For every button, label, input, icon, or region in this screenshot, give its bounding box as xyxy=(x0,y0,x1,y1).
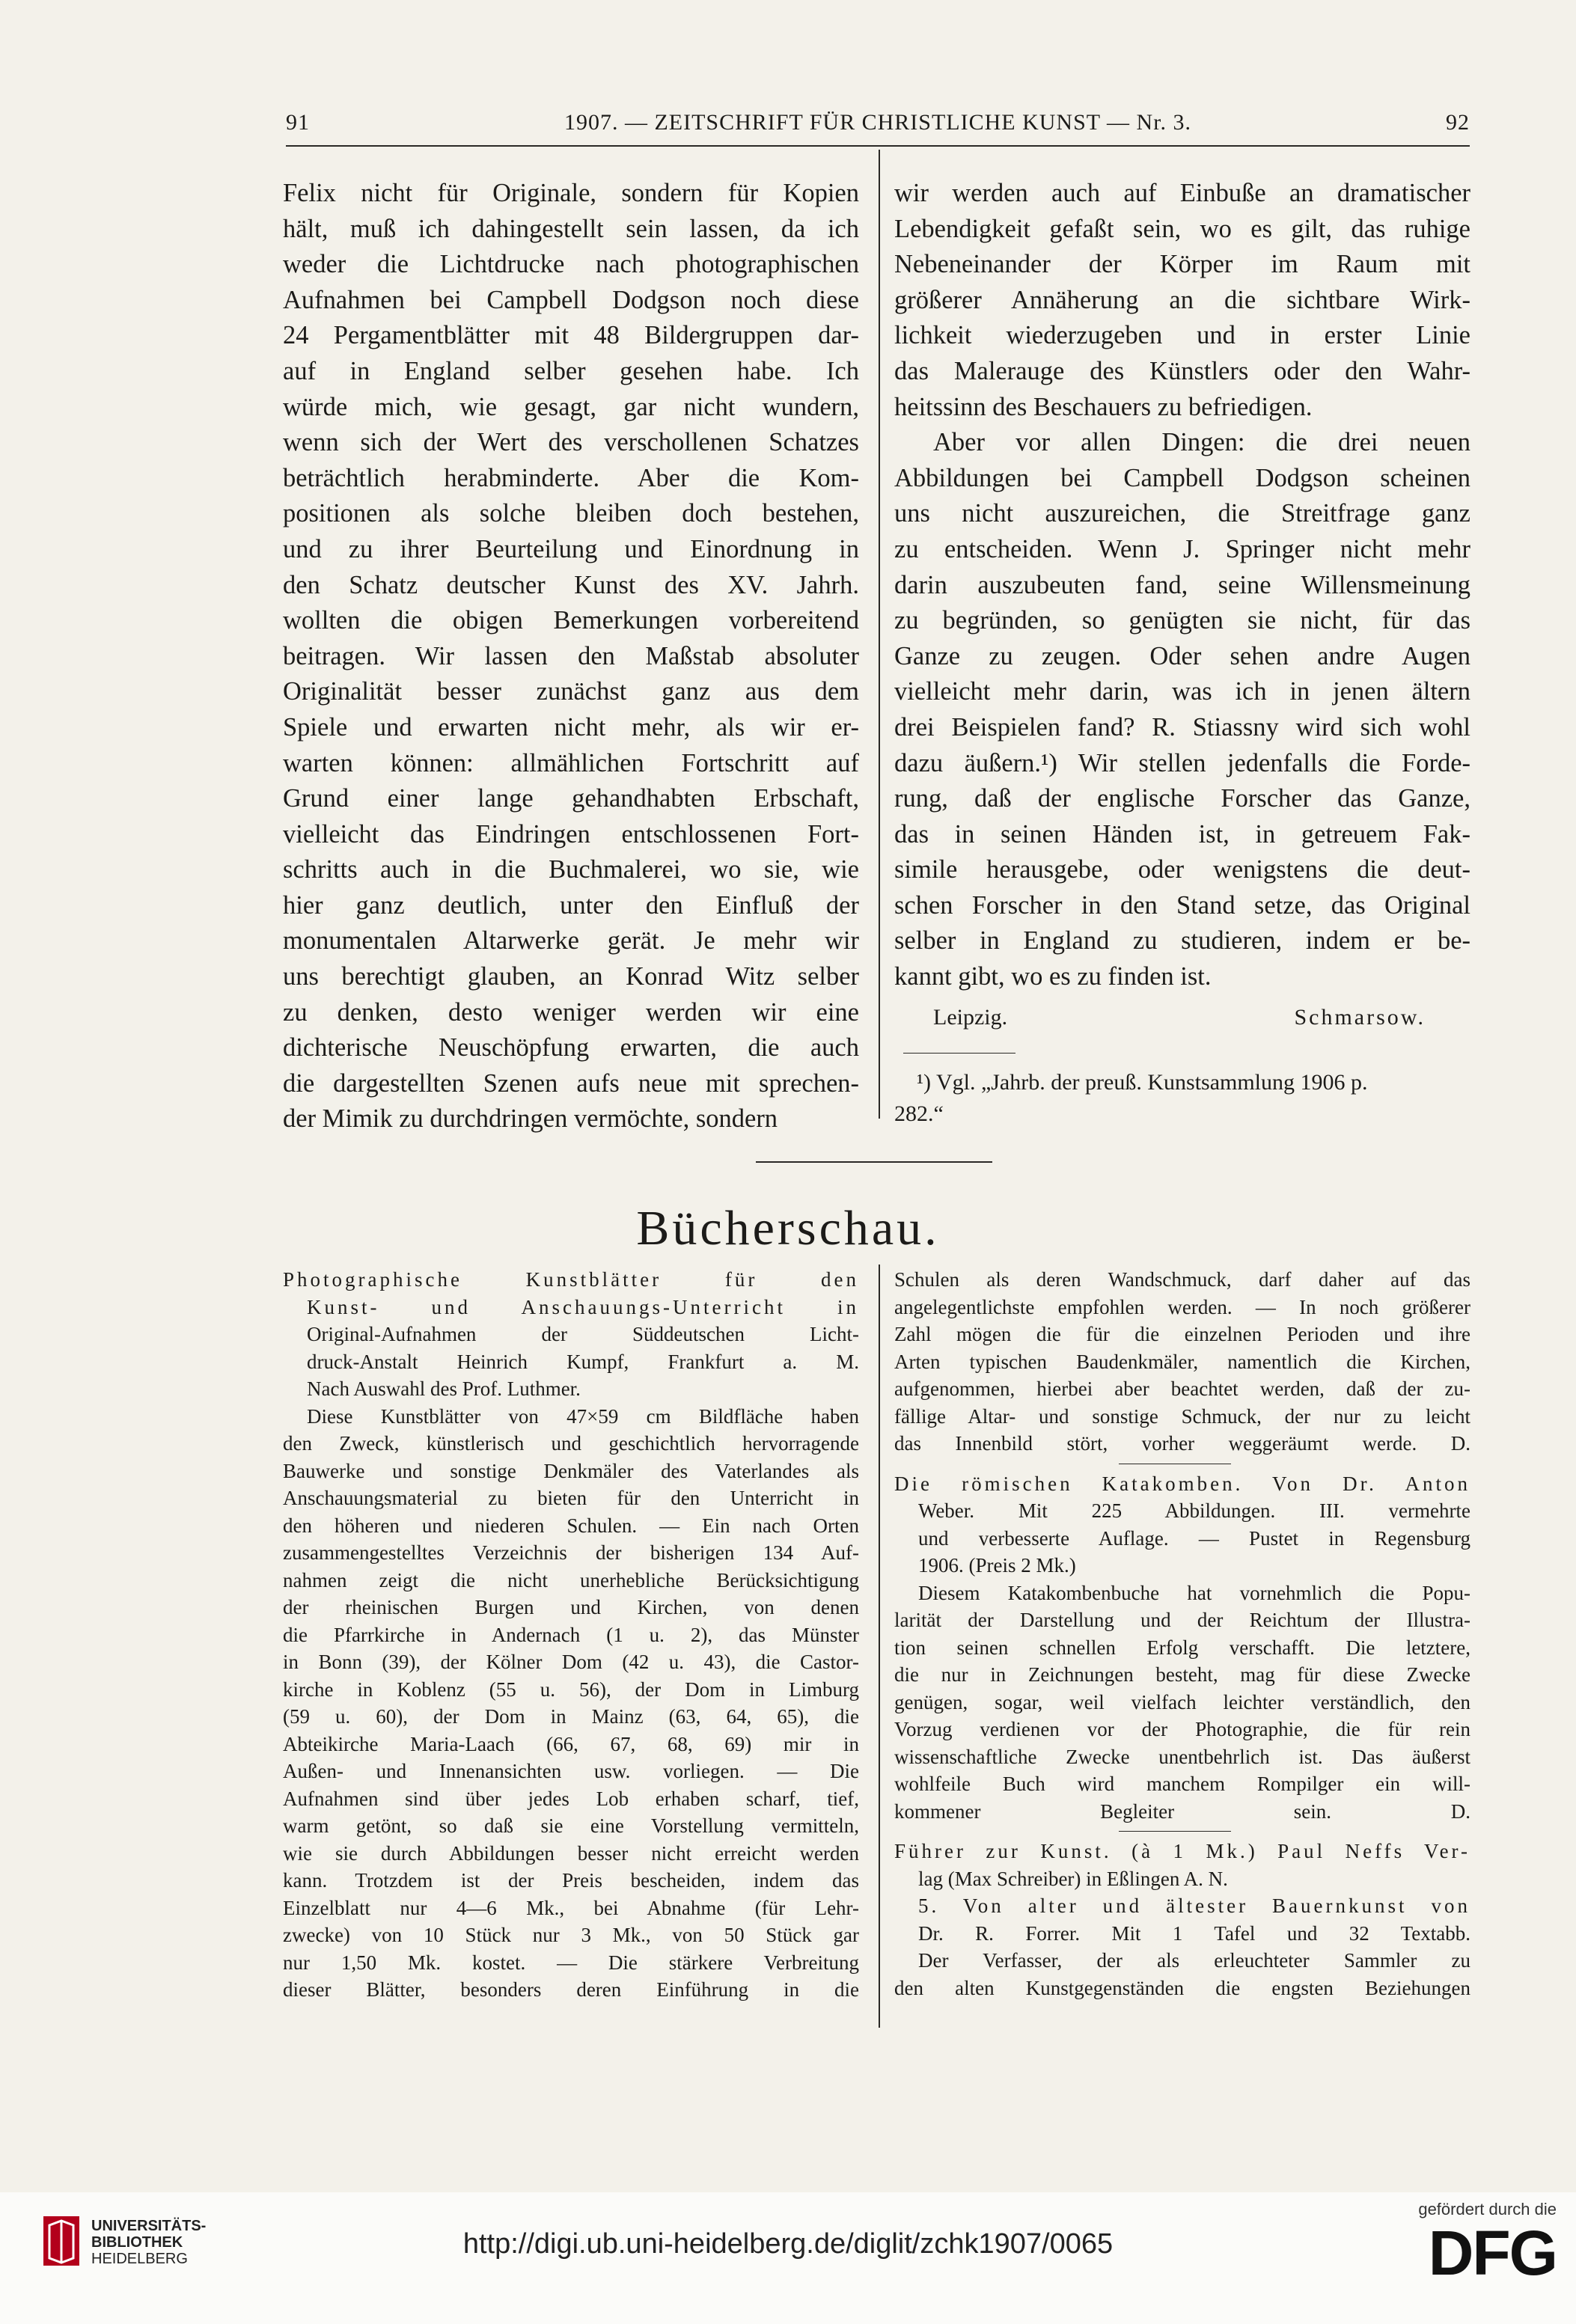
text-line: würde mich, wie gesagt, gar nicht wundern, xyxy=(283,392,859,421)
text-line: zusammengestelltes Verzeichnis der bisherigen 134 Auf- xyxy=(283,1541,859,1564)
text-line: das in seinen Händen ist, in getreuem Fak- xyxy=(894,819,1470,848)
text-line: und verbesserte Auflage. — Pustet in Regensburg xyxy=(918,1526,1470,1550)
text-line: den Schatz deutscher Kunst des XV. Jahrh. xyxy=(283,570,859,599)
text-line: die Pfarrkirche in Andernach (1 u. 2), das Münster xyxy=(283,1623,859,1646)
text-line: Dr. R. Forrer. Mit 1 Tafel und 32 Textabb. xyxy=(918,1921,1470,1945)
funded-by-label: gefördert durch die xyxy=(1418,2200,1557,2218)
text-line: drei Beispielen fand? R. Stiassny wird sich wohl xyxy=(894,712,1470,741)
text-line: lichkeit wiederzugeben und in erster Linie xyxy=(894,321,1470,350)
text-line: den Zweck, künstlerisch und geschichtlich hervorragende xyxy=(283,1432,859,1455)
text-line: Zahl mögen die für die einzelnen Perioden und ihre xyxy=(894,1323,1470,1345)
text-line: Kunst- und Anschauungs-Unterricht in xyxy=(307,1295,859,1318)
text-line: genügen, sogar, weil vielfach leichter verständlich, den xyxy=(894,1690,1470,1713)
text-line: nahmen zeigt die nicht unerhebliche Berücksichtigung xyxy=(283,1568,859,1591)
entry-rule xyxy=(1119,1831,1231,1832)
page-number-right: 92 xyxy=(1446,110,1470,135)
text-line: das Malerauge des Künstlers oder den Wahr- xyxy=(894,356,1470,385)
logo-line: UNIVERSITÄTS- xyxy=(91,2218,207,2234)
text-line: beträchtlich herabminderte. Aber die Kom- xyxy=(283,463,859,492)
text-line: in Bonn (39), der Kölner Dom (42 u. 43), die Castor- xyxy=(283,1651,859,1673)
text-line: Vorzug verdienen vor der Photographie, die für rein xyxy=(894,1718,1470,1740)
journal-title: 1907. — ZEITSCHRIFT FÜR CHRISTLICHE KUNST — Nr. 3. xyxy=(563,110,1192,135)
text-line: auf in England selber gesehen habe. Ich xyxy=(283,356,859,385)
text-line: wissenschaftliche Zwecke unentbehrlich ist. Das äußerst xyxy=(894,1745,1470,1768)
text-line: Aufnahmen bei Campbell Dodgson noch diese xyxy=(283,285,859,314)
text-line: nur 1,50 Mk. kostet. — Die stärkere Verbreitung xyxy=(283,1951,859,1974)
text-line: wohlfeile Buch wird manchem Rompilger ein will- xyxy=(894,1773,1470,1795)
text-line: Abbildungen bei Campbell Dodgson scheinen xyxy=(894,463,1470,492)
text-line: zwecke) von 10 Stück nur 3 Mk., von 50 Stück gar xyxy=(283,1924,859,1946)
text-line: darin auszubeuten fand, seine Willensmeinung xyxy=(894,570,1470,599)
article-column-left xyxy=(283,176,859,1137)
text-line: Spiele und erwarten nicht mehr, als wir er- xyxy=(283,712,859,741)
text-line: der rheinischen Burgen und Kirchen, von denen xyxy=(283,1596,859,1618)
text-line: die dargestellten Szenen aufs neue mit sprechen- xyxy=(283,1068,859,1098)
text-line: zu denken, desto weniger werden wir eine xyxy=(283,997,859,1027)
text-line: lag (Max Schreiber) in Eßlingen A. N. xyxy=(918,1867,1228,1890)
text-line: uns nicht auszureichen, die Streitfrage ganz xyxy=(894,499,1470,528)
text-line: Photographische Kunstblätter für den xyxy=(283,1268,859,1291)
text-line: wie sie durch Abbildungen besser nicht erreicht werden xyxy=(283,1841,859,1865)
text-line: 24 Pergamentblätter mit 48 Bildergruppen dar- xyxy=(283,321,859,350)
text-line: die nur in Zeichnungen besteht, mag für diese Zwecke xyxy=(894,1663,1470,1686)
text-line: uns berechtigt glauben, an Konrad Witz selber xyxy=(283,962,859,991)
text-line: Schulen als deren Wandschmuck, darf daher auf das xyxy=(894,1268,1470,1291)
text-line: Die römischen Katakomben. Von Dr. Anton xyxy=(894,1472,1470,1495)
text-line: wenn sich der Wert des verschollenen Schatzes xyxy=(283,428,859,457)
text-line: monumentalen Altarwerke gerät. Je mehr wir xyxy=(283,926,859,955)
text-line: kirche in Koblenz (55 u. 56), der Dom in Limburg xyxy=(283,1678,859,1701)
text-line: (59 u. 60), der Dom in Mainz (63, 64, 65), die xyxy=(283,1705,859,1728)
text-line: Aber vor allen Dingen: die drei neuen xyxy=(933,428,1470,457)
text-line: das Innenbild stört, vorher weggeräumt werde. D. xyxy=(894,1432,1470,1455)
text-line: rung, daß der englische Forscher das Ganze, xyxy=(894,784,1470,813)
text-line: der Mimik zu durchdringen vermöchte, sondern xyxy=(283,1104,778,1134)
text-line: larität der Darstellung und der Reichtum der Illustra- xyxy=(894,1609,1470,1631)
text-line: Anschauungsmaterial zu bieten für den Unterricht in xyxy=(283,1487,859,1509)
text-line: hier ganz deutlich, unter den Einfluß der xyxy=(283,890,859,920)
text-line: simile herausgebe, oder wenigstens die deut- xyxy=(894,855,1470,884)
text-line: Diesem Katakombenbuche hat vornehmlich die Popu- xyxy=(918,1581,1470,1604)
review-column-right xyxy=(894,1266,1470,2002)
text-line: schritts auch in die Buchmalerei, wo sie, wie xyxy=(283,855,859,884)
dfg-wordmark: DFG xyxy=(1428,2218,1557,2288)
permalink[interactable]: http://digi.ub.uni-heidelberg.de/diglit/zchk1907/0065 xyxy=(462,2228,1114,2260)
text-line: Arten typischen Baudenkmäler, namentlich die Kirchen, xyxy=(894,1350,1470,1373)
text-line: und zu ihrer Beurteilung und Einordnung in xyxy=(283,534,859,563)
logo-line: HEIDELBERG xyxy=(91,2251,188,2267)
text-line: Originalität besser zunächst ganz aus dem xyxy=(283,677,859,706)
text-line: fällige Altar- und sonstige Schmuck, der nur zu leicht xyxy=(894,1404,1470,1428)
section-title: Bücherschau. xyxy=(636,1201,940,1256)
text-line: den alten Kunstgegenständen die engsten Beziehungen xyxy=(894,1976,1470,1999)
text-line: selber in England zu studieren, indem er be- xyxy=(894,926,1470,955)
footnote-line: ¹) Vgl. „Jahrb. der preuß. Kunstsammlung 1906 p. xyxy=(917,1070,1368,1095)
text-line: heitssinn des Beschauers zu befriedigen. xyxy=(894,392,1313,421)
review-column-left xyxy=(283,1266,859,2004)
text-line: warten können: allmählichen Fortschritt auf xyxy=(283,748,859,777)
text-line: Einzelblatt nur 4—6 Mk., bei Abnahme (für Lehr- xyxy=(283,1896,859,1919)
text-line: 5. Von alter und ältester Bauernkunst von xyxy=(918,1895,1470,1917)
text-line: Außen- und Innenansichten usw. vorliegen. — Die xyxy=(283,1760,859,1782)
text-line: zu begründen, so genügten sie nicht, für das xyxy=(894,606,1470,635)
text-line: Aufnahmen sind über jedes Lob erhaben scharf, tief, xyxy=(283,1787,859,1810)
text-line: Grund einer lange gehandhabten Erbschaft, xyxy=(283,784,859,813)
text-line: Abteikirche Maria-Laach (66, 67, 68, 69) mir in xyxy=(283,1732,859,1755)
text-line: Felix nicht für Originale, sondern für Kopien xyxy=(283,179,859,207)
text-line: angelegentlichste empfohlen werden. — In noch größerer xyxy=(894,1295,1470,1318)
text-line: wir werden auch auf Einbuße an dramatischer xyxy=(894,179,1470,207)
text-line: zu entscheiden. Wenn J. Springer nicht mehr xyxy=(894,534,1470,563)
text-line: größerer Annäherung an die sichtbare Wirk- xyxy=(894,285,1470,314)
text-line: kannt gibt, wo es zu finden ist. xyxy=(894,962,1212,991)
text-line: den höheren und niederen Schulen. — Ein nach Orten xyxy=(283,1514,859,1537)
text-line: Bauwerke und sonstige Denkmäler des Vaterlandes als xyxy=(283,1459,859,1482)
text-line: Weber. Mit 225 Abbildungen. III. vermehrte xyxy=(918,1499,1470,1522)
column-divider-upper xyxy=(879,150,880,1119)
text-line: positionen als solche bleiben doch bestehen, xyxy=(283,499,859,528)
text-line: Nebeneinander der Körper im Raum mit xyxy=(894,250,1470,279)
text-line: Nach Auswahl des Prof. Luthmer. xyxy=(307,1377,581,1400)
text-line: vielleicht das Eindringen entschlossenen Fort- xyxy=(283,819,859,848)
header-rule xyxy=(286,145,1470,147)
text-line: dichterische Neuschöpfung erwarten, die auch xyxy=(283,1033,859,1062)
signature-place: Leipzig. xyxy=(933,1004,1008,1030)
funder-logo[interactable] xyxy=(1407,2200,1557,2287)
section-rule xyxy=(756,1161,992,1163)
article-column-right xyxy=(894,176,1470,1130)
text-line: wollten die obigen Bemerkungen vorbereitend xyxy=(283,606,859,635)
text-line: Diese Kunstblätter von 47×59 cm Bildfläche haben xyxy=(307,1404,859,1428)
text-line: vielleicht mehr darin, was ich in jenen ältern xyxy=(894,677,1470,706)
text-line: Ganze zu zeugen. Oder sehen andre Augen xyxy=(894,641,1470,670)
text-line: Führer zur Kunst. (à 1 Mk.) Paul Neffs Ver- xyxy=(894,1840,1470,1862)
text-line: Original-Aufnahmen der Süddeutschen Licht- xyxy=(307,1323,859,1345)
text-line: aufgenommen, hierbei aber beachtet werden, daß der zu- xyxy=(894,1377,1470,1400)
text-line: Lebendigkeit gefaßt sein, wo es gilt, das ruhige xyxy=(894,214,1470,243)
running-header xyxy=(286,105,1470,141)
footnote xyxy=(894,1067,1470,1130)
text-line: kommener Begleiter sein. D. xyxy=(894,1799,1470,1823)
column-divider-lower xyxy=(879,1265,880,2028)
text-line: warm getönt, so daß sie eine Vorstellung vermitteln, xyxy=(283,1814,859,1837)
text-line: Der Verfasser, der als erleuchteter Sammler zu xyxy=(918,1949,1470,1972)
text-line: schen Forscher in den Stand setze, das Original xyxy=(894,890,1470,920)
text-line: hält, muß ich dahingestellt sein lassen, da ich xyxy=(283,214,859,243)
signature-author: Schmarsow. xyxy=(1294,1004,1426,1030)
footnote-rule xyxy=(903,1053,1015,1054)
page-number-left: 91 xyxy=(286,110,310,135)
text-line: dazu äußern.¹) Wir stellen jedenfalls die Forde- xyxy=(894,748,1470,777)
text-line: druck-Anstalt Heinrich Kumpf, Frankfurt a. M. xyxy=(307,1350,859,1373)
footnote-line: 282.“ xyxy=(894,1101,944,1127)
text-line: weder die Lichtdrucke nach photographischen xyxy=(283,250,859,279)
text-line: kann. Trotzdem ist der Preis bescheiden, indem das xyxy=(283,1869,859,1892)
text-line: beitragen. Wir lassen den Maßstab absoluter xyxy=(283,641,859,670)
text-line: tion seinen schnellen Erfolg verschafft. Die letztere, xyxy=(894,1636,1470,1659)
logo-line: BIBLIOTHEK xyxy=(91,2234,183,2251)
signature xyxy=(933,1000,1426,1036)
text-line: 1906. (Preis 2 Mk.) xyxy=(918,1554,1076,1577)
text-line: dieser Blätter, besonders deren Einführung in die xyxy=(283,1978,859,2001)
